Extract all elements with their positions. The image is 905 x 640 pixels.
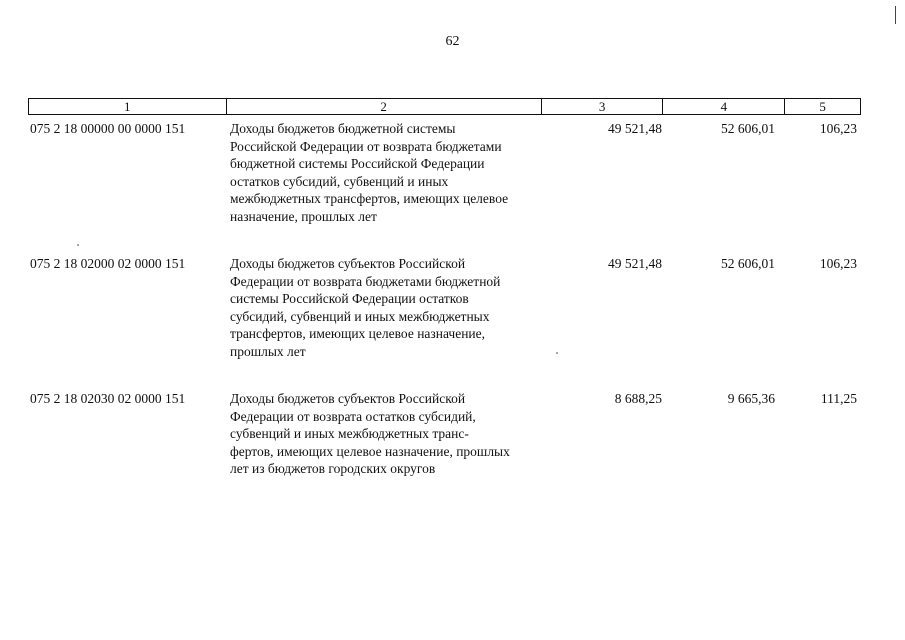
table-header-cell: 1 — [29, 99, 227, 114]
description-line: фертов, имеющих целевое назначение, прошлых — [230, 443, 510, 459]
table-row — [28, 390, 861, 478]
budget-code: 075 2 18 02030 02 0000 151 — [30, 391, 186, 406]
description-line: прошлых лет — [230, 343, 306, 359]
description-line: трансфертов, имеющих целевое назначение, — [230, 326, 486, 341]
description-line: субвенций и иных межбюджетных транс- — [230, 426, 469, 441]
table-row — [28, 255, 861, 360]
value-col5: 111,25 — [820, 391, 857, 406]
description-line: Доходы бюджетов субъектов Российской — [230, 256, 466, 271]
row-description — [226, 255, 542, 360]
description-line: лет из бюджетов городских округов — [230, 461, 436, 476]
description-line: Российской Федерации от возврата бюджетами — [230, 138, 502, 154]
description-line: Федерации от возврата остатков субсидий, — [230, 408, 476, 424]
description-line: Федерации от возврата бюджетами бюджетной — [230, 273, 501, 289]
description-line: бюджетной системы Российской Федерации — [230, 156, 485, 171]
table-row — [28, 120, 861, 225]
scan-edge-mark — [895, 6, 896, 24]
budget-code: 075 2 18 02000 02 0000 151 — [30, 256, 186, 271]
value-col4: 52 606,01 — [721, 256, 775, 271]
description-line: назначение, прошлых лет — [230, 208, 377, 224]
value-col3: 49 521,48 — [608, 256, 662, 271]
table-header-cell: 4 — [663, 99, 785, 114]
table-header-row — [28, 98, 861, 115]
value-col3: 8 688,25 — [614, 391, 662, 406]
description-line: системы Российской Федерации остатков — [230, 291, 469, 306]
row-description — [226, 390, 542, 478]
value-col5: 106,23 — [819, 121, 857, 136]
description-line: субсидий, субвенций и иных межбюджетных — [230, 308, 490, 324]
description-line: остатков субсидий, субвенций и иных — [230, 173, 449, 189]
description-line: Доходы бюджетов субъектов Российской — [230, 391, 466, 406]
description-line: Доходы бюджетов бюджетной системы — [230, 121, 456, 136]
value-col4: 52 606,01 — [721, 121, 775, 136]
value-col3: 49 521,48 — [608, 121, 662, 136]
description-line: межбюджетных трансфертов, имеющих целевое — [230, 191, 509, 206]
page-number: 62 — [445, 34, 460, 49]
table-header-cell: 2 — [227, 99, 542, 114]
budget-code: 075 2 18 00000 00 0000 151 — [30, 121, 186, 136]
scan-speck — [77, 244, 79, 246]
row-description — [226, 120, 542, 225]
value-col5: 106,23 — [819, 256, 857, 271]
value-col4: 9 665,36 — [727, 391, 775, 406]
table-header-cell: 3 — [542, 99, 664, 114]
table-header-cell: 5 — [819, 99, 826, 114]
